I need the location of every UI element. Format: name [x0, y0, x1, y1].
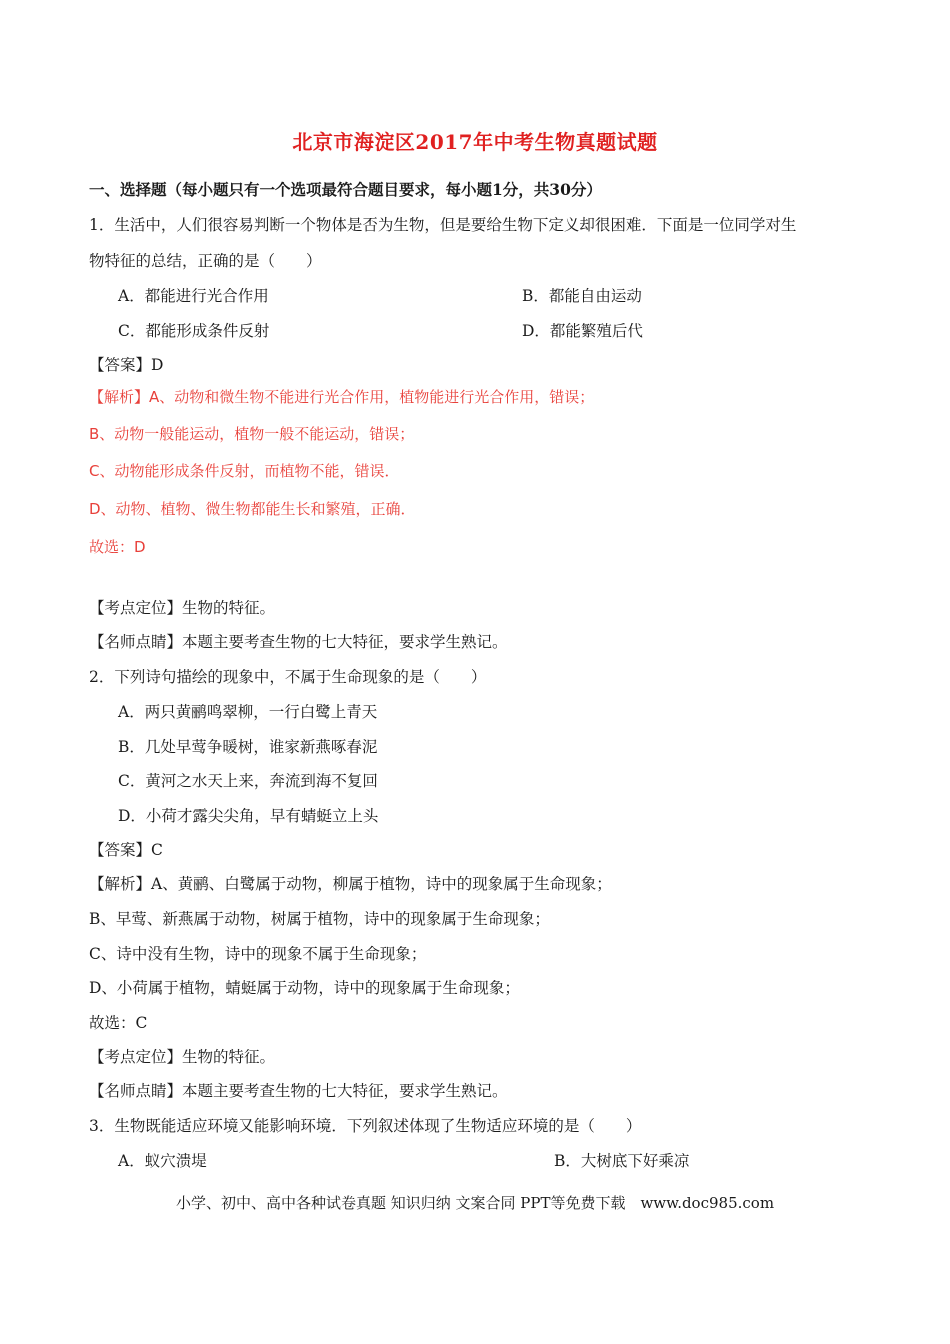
q2-mingshi: 【名师点睛】本题主要考查生物的七大特征，要求学生熟记。	[89, 1082, 508, 1100]
q2-option-d: D．小荷才露尖尖角，早有蜻蜓立上头	[118, 807, 379, 825]
q2-analysis-line: D、小荷属于植物，蜻蜓属于动物，诗中的现象属于生命现象；	[89, 979, 520, 997]
page-footer: 小学、初中、高中各种试卷真题 知识归纳 文案合同 PPT等免费下载 www.doc985.com	[175, 1194, 775, 1212]
q2-kaodian: 【考点定位】生物的特征。	[89, 1048, 276, 1066]
q2-option-c: C．黄河之水天上来，奔流到海不复回	[118, 772, 378, 790]
q1-option-c: C．都能形成条件反射	[118, 322, 270, 340]
q3-option-b: B．大树底下好乘凉	[554, 1152, 690, 1170]
q1-analysis-line: C、动物能形成条件反射，而植物不能，错误．	[89, 462, 400, 480]
q1-analysis-line: D、动物、植物、微生物都能生长和繁殖，正确．	[89, 500, 416, 518]
q1-analysis-line: B、动物一般能运动，植物一般不能运动，错误；	[89, 425, 415, 443]
q1-option-a: A．都能进行光合作用	[118, 287, 269, 305]
q2-analysis-line: C、诗中没有生物，诗中的现象不属于生命现象；	[89, 945, 427, 963]
q1-mingshi: 【名师点睛】本题主要考查生物的七大特征，要求学生熟记。	[89, 633, 508, 651]
q2-answer: 【答案】C	[89, 841, 163, 859]
section-heading: 一、选择题（每小题只有一个选项最符合题目要求，每小题1分，共30分）	[89, 180, 602, 199]
q1-stem-line2: 物特征的总结，正确的是（ ）	[89, 252, 322, 270]
q1-option-b: B．都能自由运动	[522, 287, 642, 305]
q3-option-a: A．蚁穴溃堤	[118, 1152, 207, 1170]
q2-analysis-line: 故选：C	[89, 1014, 148, 1032]
q1-analysis-line: 【解析】A、动物和微生物不能进行光合作用，植物能进行光合作用，错误；	[89, 388, 595, 406]
q2-analysis-line: 【解析】A、黄鹂、白鹭属于动物，柳属于植物，诗中的现象属于生命现象；	[89, 875, 612, 893]
q2-stem: 2．下列诗句描绘的现象中，不属于生命现象的是（ ）	[89, 668, 487, 686]
q2-option-a: A．两只黄鹂鸣翠柳，一行白鹭上青天	[118, 703, 378, 721]
q2-analysis-line: B、早莺、新燕属于动物，树属于植物，诗中的现象属于生命现象；	[89, 910, 550, 928]
q1-stem-line1: 1．生活中，人们很容易判断一个物体是否为生物，但是要给生物下定义却很困难．下面是一位同学对生	[89, 216, 797, 234]
q1-option-d: D．都能繁殖后代	[522, 322, 643, 340]
q1-analysis-line: 故选：D	[89, 538, 146, 556]
q3-stem: 3．生物既能适应环境又能影响环境．下列叙述体现了生物适应环境的是（ ）	[89, 1117, 642, 1135]
q2-option-b: B．几处早莺争暖树，谁家新燕啄春泥	[118, 738, 378, 756]
page-title: 北京市海淀区2017年中考生物真题试题	[292, 130, 658, 154]
q1-answer: 【答案】D	[89, 356, 164, 374]
q1-kaodian: 【考点定位】生物的特征。	[89, 599, 276, 617]
